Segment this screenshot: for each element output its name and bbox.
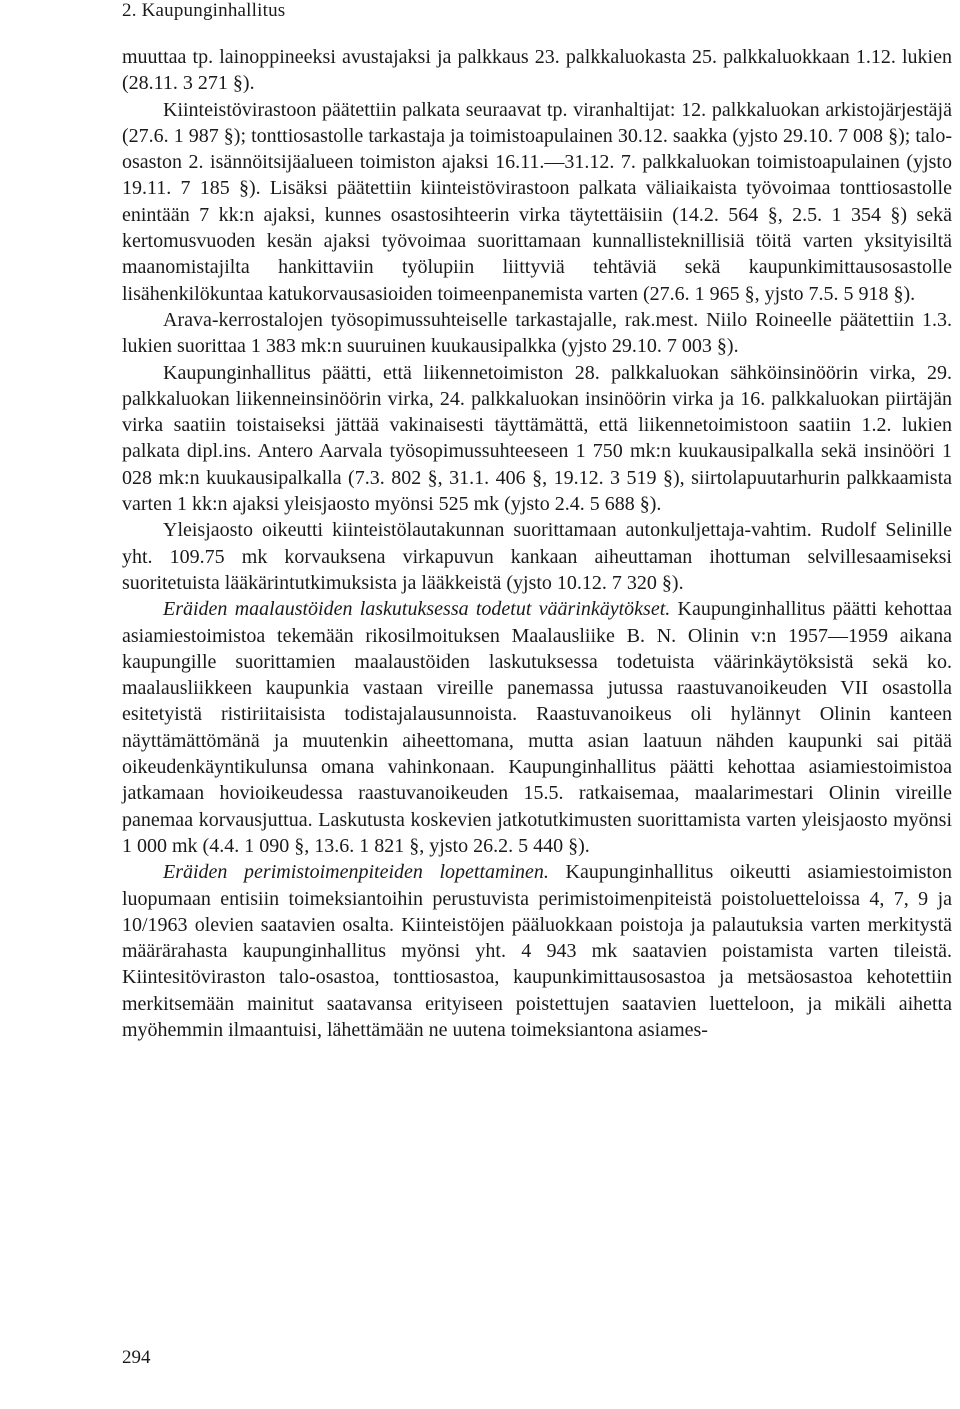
paragraph-arava: Arava-kerrostalojen työsopimussuhteiselle tarkastajalle, rak.mest. Niilo Roineelle päätettiin 1.3. lukien suorittaa 1 383 mk:n suuruinen kuukausipalkka (yjsto 29.10. 7 003 §).: [122, 308, 952, 358]
paragraph-perimistoimenpiteet: Eräiden perimistoimenpiteiden lopettaminen. Kaupunginhallitus oikeutti asiamiestoimiston luopumaan entisiin toimeksiantoihin perustuvista perimistoimenpiteistä poistoluetteloissa 4, 7, 9 ja 10/1963 olevien saatavien osalta. Kiinteistöjen pääluokkaan poistoja ja palautuksia varten merkitystä määrärahasta kaupunginhallitus myönsi yht. 4 943 mk saatavien poistamista varten tileistä. Kiintesitöviraston talo-osastoa, tonttiosastoa, kaupunkimittausosastoa ja metsäosastoa kehotettiin merkitsemään mainitut saatavansa erityiseen poistettujen saatavien luetteloon, ja mikäli aihetta myöhemmin ilmaantuisi, lähettämään ne uutena toimeksiantona asiames-: [122, 861, 952, 1041]
body-text: [122, 44, 952, 1043]
running-head: 2. Kaupunginhallitus: [122, 0, 286, 21]
paragraph-liikennetoimisto: Kaupunginhallitus päätti, että liikennetoimiston 28. palkkaluokan sähköinsinöörin virka, 29. palkkaluokan liikenneinsinöörin virka, 24. palkkaluokan insinöörin virka ja 16. palkkaluokan piirtäjän virka saatiin toistaiseksi jättää vakinaisesti täyttämättä, että liikennetoimistoon saatiin 1.2. lukien palkata dipl.ins. Antero Aarvala työsopimussuhteeseen 1 750 mk:n kuukausipalkalla sekä insinööri 1 028 mk:n kuukausipalkalla (7.3. 802 §, 31.1. 406 §, 19.12. 3 519 §), siirtolapuutarhurin palkkaamista varten 1 kk:n ajaksi yleisjaosto myönsi 525 mk (yjsto 2.4. 5 688 §).: [122, 361, 952, 516]
paragraph-maalaustyot: Eräiden maalaustöiden laskutuksessa todetut väärinkäytökset. Kaupunginhallitus päätti kehottaa asiamiestoimistoa tekemään rikosilmoituksen Maalausliike B. N. Olinin v:n 1957—1959 aikana kaupungille suorittamien maalaustöiden laskutuksessa todetuista väärinkäytöksistä sekä ko. maalausliikkeen kaupunkia vastaan vireille panemassa jutussa raastuvanoikeuden VII osastolla esitetyistä ristiriitaisista todistajalausunnoista. Raastuvanoikeus oli hylännyt Olinin kanteen näyttämättömänä ja muutenkin aiheettomana, mutta asian laatuun nähden kaupunki sai pitää oikeudenkäyntikulunsa omana vahinkonaan. Kaupunginhallitus päätti kehottaa asiamiestoimistoa jatkamaan hovioikeudessa raastuvanoikeuden 15.5. ratkaisemaa, maalarimestari Olinin vireille panemaa korvausjuttua. Laskutusta koskevien jatkotutkimusten suorittamista varten yleisjaosto myönsi 1 000 mk (4.4. 1 090 §, 13.6. 1 821 §, yjsto 26.2. 5 440 §).: [122, 598, 952, 857]
paragraph-yleisjaosto: Yleisjaosto oikeutti kiinteistölautakunnan suorittamaan autonkuljettaja-vahtim. Rudolf Selinille yht. 109.75 mk korvauksena virkapuvun kankaan aiheuttaman ihottuman selvillesaamiseksi suoritetuista lääkärintutkimuksista ja lääkkeistä (yjsto 10.12. 7 320 §).: [122, 519, 952, 594]
page-number: 294: [122, 1347, 151, 1368]
run-in-heading: Eräiden perimistoimenpiteiden lopettaminen.: [163, 861, 549, 884]
paragraph-kiinteistovirasto: Kiinteistövirastoon päätettiin palkata seuraavat tp. viranhaltijat: 12. palkkaluokan arkistojärjestäjä (27.6. 1 987 §); tonttiosastolle tarkastaja ja toimistoapulainen 30.12. saakka (yjsto 29.10. 7 008 §); talo-osaston 2. isännöitsijäalueen toimiston ajaksi 16.11.—31.12. 7. palkkaluokan toimistoapulainen (yjsto 19.11. 7 185 §). Lisäksi päätettiin kiinteistövirastoon palkata väliaikaista työvoimaa tonttiosastolle enintään 7 kk:n ajaksi, kunnes osastosihteerin virka täytettäisiin (14.2. 564 §, 2.5. 1 354 §) sekä kertomusvuoden kesän ajaksi työvoimaa suorittamaan kunnallisteknillisiä töitä varten yksityisiltä maanomistajilta hankittaviin työlupiin liittyviä tehtäviä sekä kaupunkimittausosastolle lisähenkilökuntaa katukorvausasioiden toimeenpanemista varten (27.6. 1 965 §, yjsto 7.5. 5 918 §).: [122, 98, 952, 305]
run-in-heading: Eräiden maalaustöiden laskutuksessa todetut väärinkäytökset.: [163, 598, 671, 621]
paragraph-continuation: muuttaa tp. lainoppineeksi avustajaksi ja palkkaus 23. palkkaluokasta 25. palkkaluokkaan 1.12. lukien (28.11. 3 271 §).: [122, 46, 952, 95]
